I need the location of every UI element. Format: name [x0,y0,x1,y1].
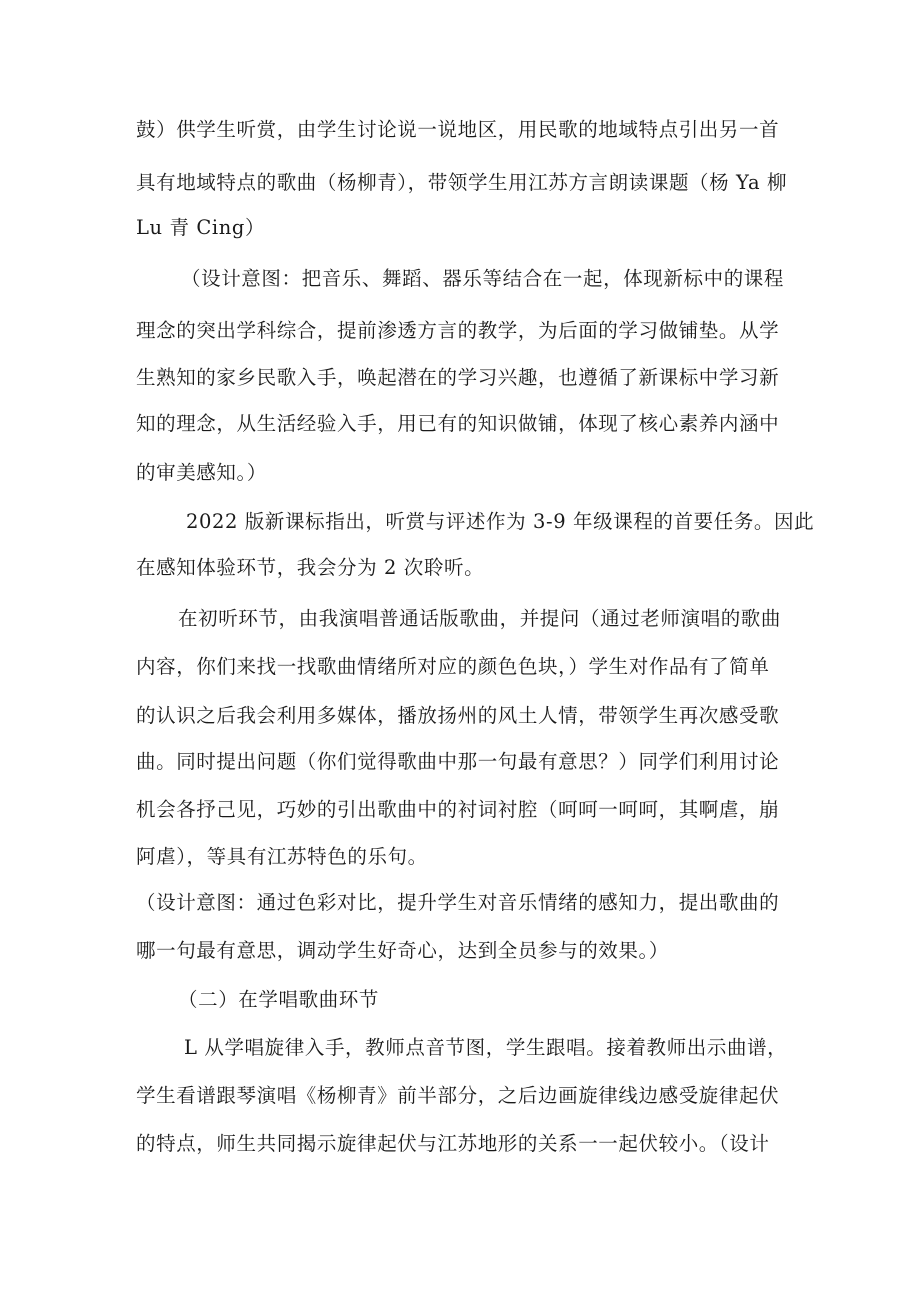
text-line-2: 具有地域特点的歌曲（杨柳青），带领学生用江苏方言朗读课题（杨 Ya 柳 [136,171,788,194]
text-line-22: 的特点，师生共同揭示旋律起伏与江苏地形的关系一一起伏较小。（设计 [136,1132,770,1155]
text-line-14: 曲。同时提出问题（你们觉得歌曲中那一句最有意思？）同学们利用讨论 [136,750,780,773]
text-line-6: 生熟知的家乡民歌入手，唤起潜在的学习兴趣，也遵循了新课标中学习新 [136,366,780,389]
section-heading: （二）在学唱歌曲环节 [178,988,380,1011]
text-line-12: 内容，你们来找一找歌曲情绪所对应的颜色色块，）学生对作品有了简单 [136,655,770,678]
text-line-13: 的认识之后我会利用多媒体，播放扬州的风土人情，带领学生再次感受歌 [136,704,780,727]
text-line-3: Lu 青 Cing） [136,216,266,239]
text-line-7: 知的理念，从生活经验入手，用已有的知识做铺，体现了核心素养内涵中 [136,412,780,435]
text-line-5: 理念的突出学科综合，提前渗透方言的教学，为后面的学习做铺垫。从学 [136,319,780,342]
text-line-21: 学生看谱跟琴演唱《杨柳青》前半部分，之后边画旋律线边感受旋律起伏 [136,1084,780,1107]
text-line-10: 在感知体验环节，我会分为 2 次聆听。 [136,556,485,579]
text-line-9: 2022 版新课标指出，听赏与评述作为 3-9 年级课程的首要任务。因此 [186,510,815,533]
text-line-11: 在初听环节，由我演唱普通话版歌曲，并提问（通过老师演唱的歌曲 [178,607,782,630]
text-line-4: （设计意图：把音乐、舞蹈、器乐等结合在一起，体现新标中的课程 [181,267,785,290]
text-line-17: （设计意图：通过色彩对比，提升学生对音乐情绪的感知力，提出歌曲的 [136,891,780,914]
text-line-15: 机会各抒己见，巧妙的引出歌曲中的衬词衬腔（呵呵一呵呵，其啊虐，崩 [136,798,780,821]
text-line-18: 哪一句最有意思，调动学生好奇心，达到全员参与的效果。） [136,939,669,962]
text-line-1: 鼓）供学生听赏，由学生讨论说一说地区，用民歌的地域特点引出另一首 [136,118,780,141]
text-line-16: 阿虐），等具有江苏特色的乐句。 [136,845,428,868]
text-line-20: L 从学唱旋律入手，教师点音节图，学生跟唱。接着教师出示曲谱， [184,1036,788,1059]
text-line-8: 的审美感知。） [136,461,267,484]
